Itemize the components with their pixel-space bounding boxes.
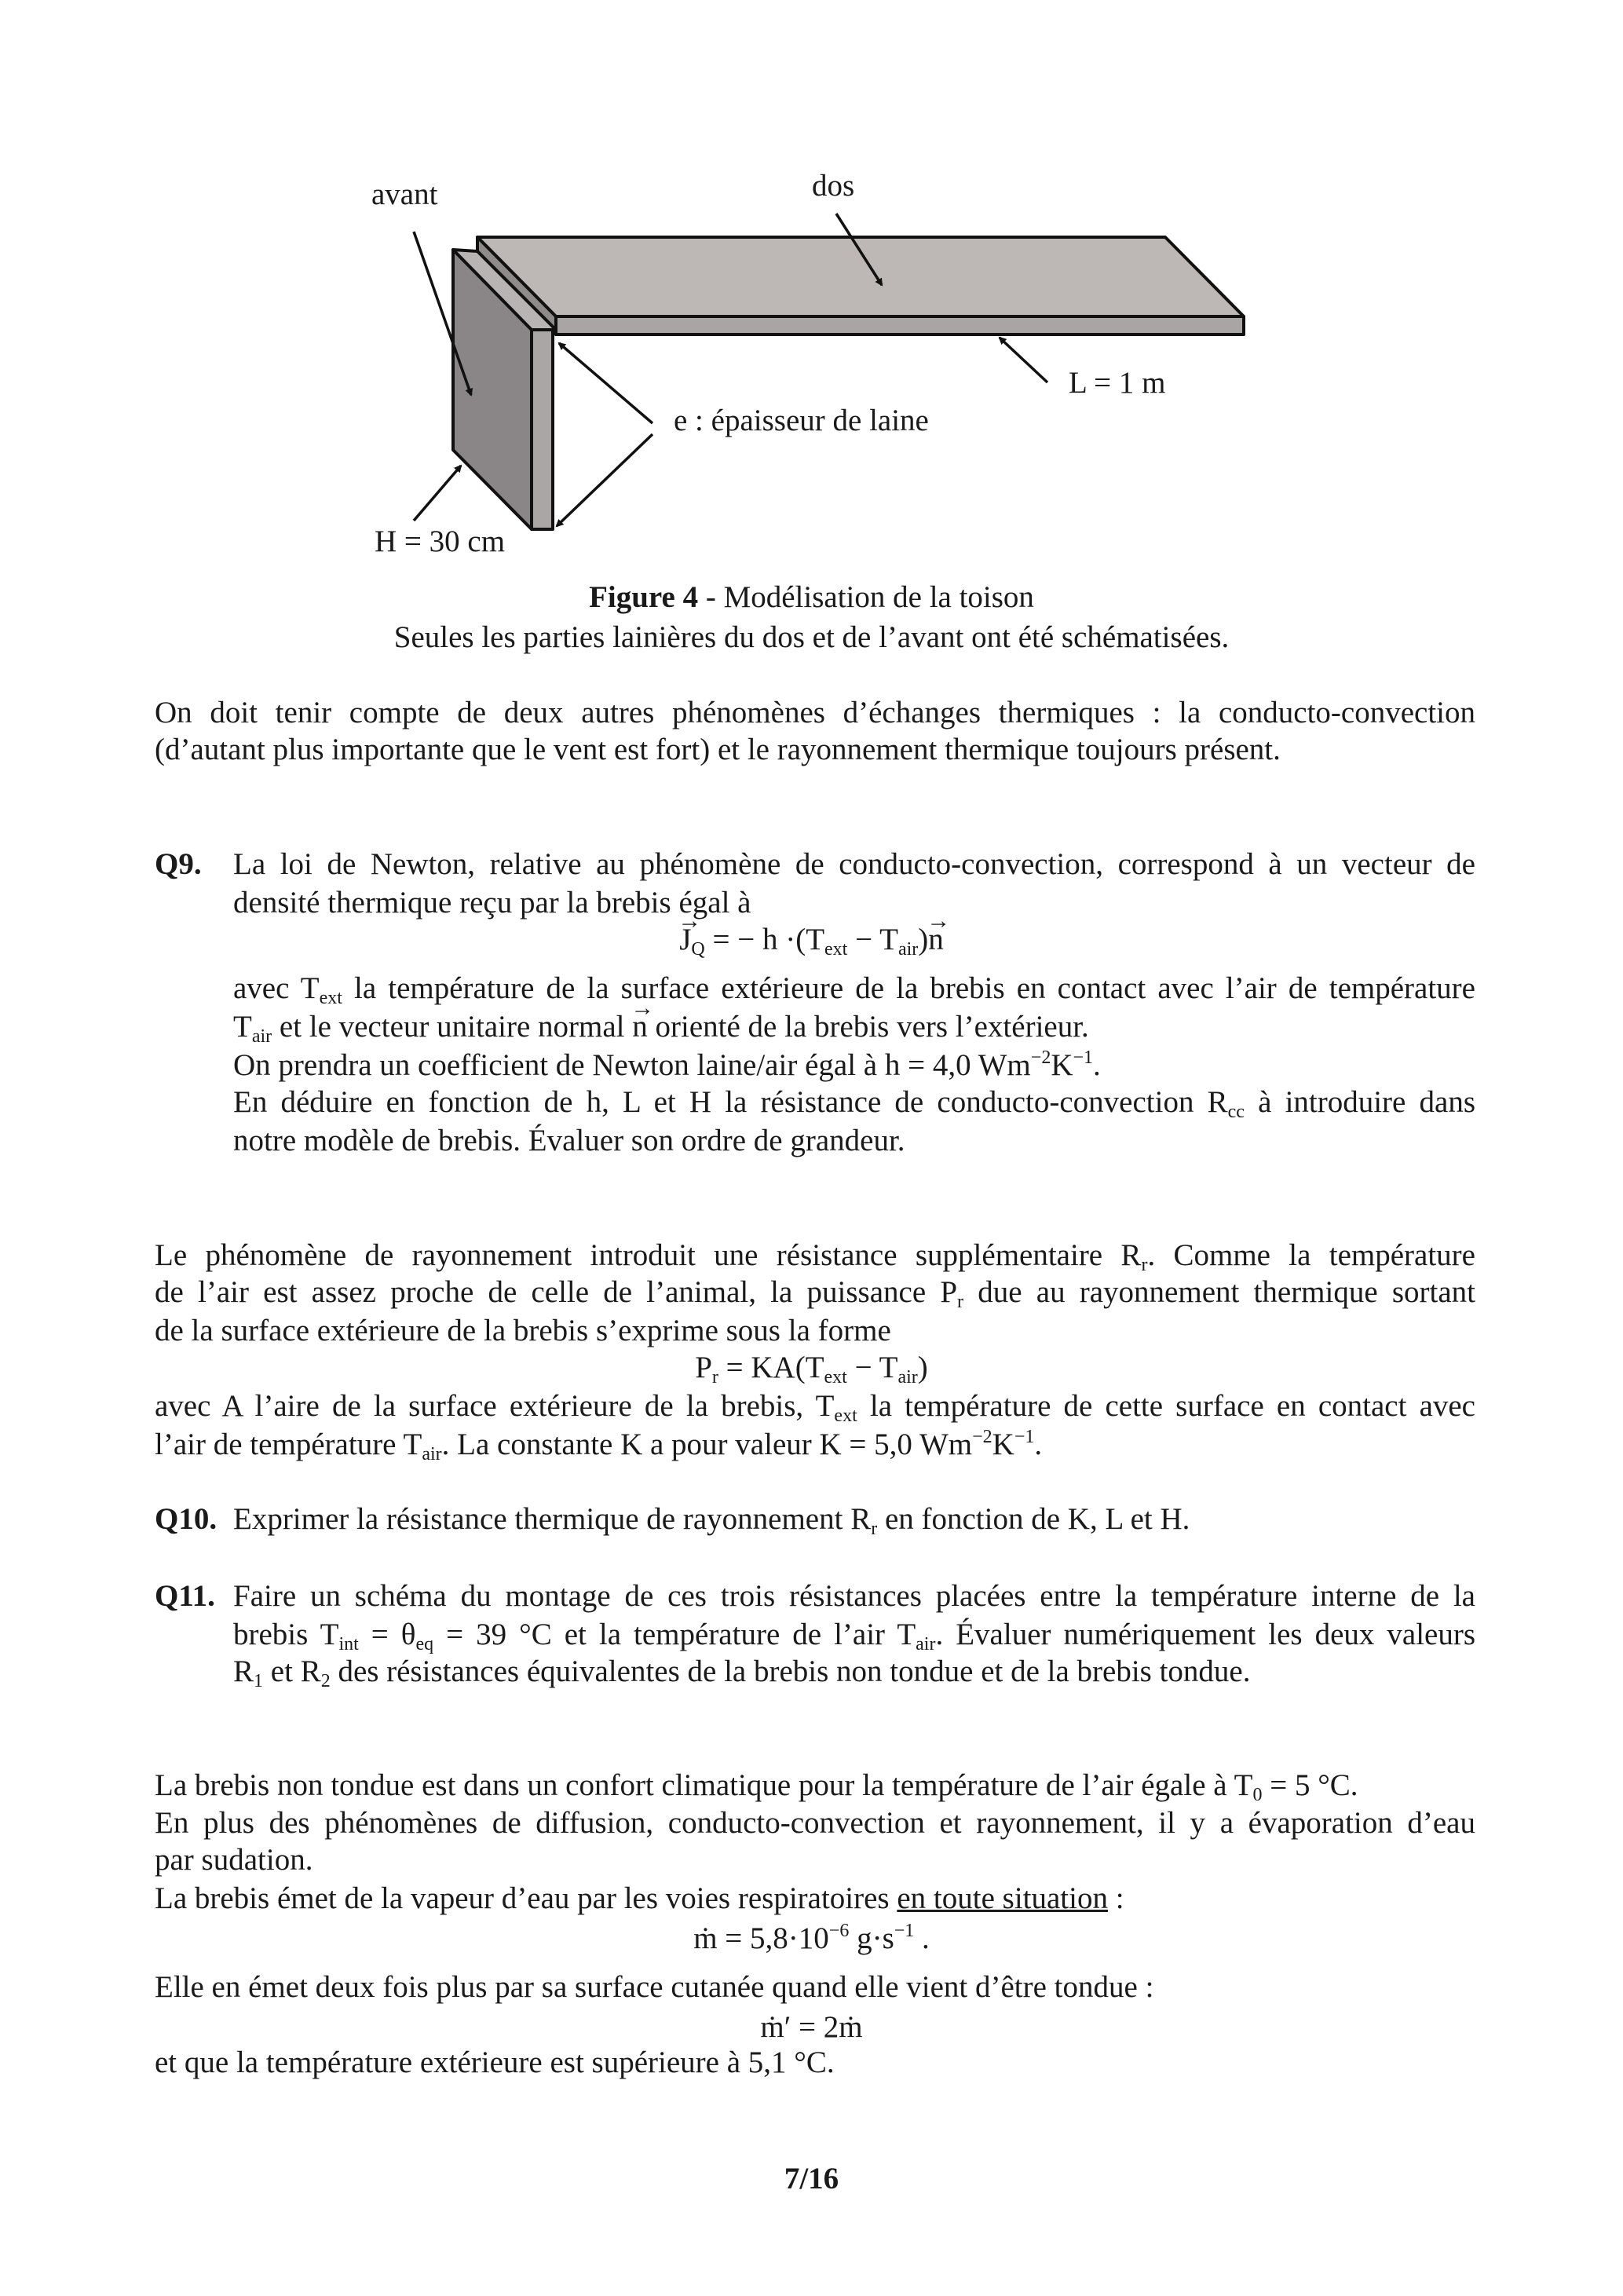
subscript: r — [871, 1519, 878, 1539]
paragraph-line: l’air de température $T_{air}$. La constante K a pour valeur K = 5,0 $Wm^{-2}K^{-1}$. — [155, 1427, 1043, 1464]
respiratory-flow-equation: ṁ = $5,8\cdot 10^{-6}$ $g\cdot s^{-1}$ . — [693, 1921, 930, 1955]
question-label-q11: Q11. — [155, 1579, 215, 1613]
subscript: 2 — [320, 1671, 331, 1691]
subscript: 1 — [254, 1671, 264, 1691]
height-arrow — [414, 466, 461, 521]
length-arrow — [1000, 338, 1047, 382]
label-thickness: e : épaisseur de laine — [674, 404, 929, 437]
superscript: −2 — [972, 1427, 992, 1447]
question-line: En déduire en fonction de h, L et H la résistance de conducto-convection $R_{cc}$ à introduire dans — [233, 1085, 1476, 1122]
subscript: ext — [824, 939, 848, 960]
question-label-q9: Q9. — [155, 847, 202, 881]
question-line: avec $T_{ext}$ la température de la surface extérieure de la brebis en contact avec l’air de température — [233, 971, 1475, 1008]
radiation-power-equation: $P_r = KA(T_{ext} - T_{air})$ — [695, 1351, 928, 1387]
label-dos: dos — [812, 169, 855, 203]
paragraph-line: (d’autant plus importante que le vent est fort) et le rayonnement thermique toujours présent. — [155, 733, 1281, 766]
paragraph-line: et que la température extérieure est supérieure à 5,1 °C. — [155, 2046, 835, 2079]
label-length: L = 1 m — [1069, 366, 1166, 400]
subscript: int — [338, 1634, 359, 1654]
paragraph-line: La brebis émet de la vapeur d’eau par les voies respiratoires en toute situation : — [155, 1881, 1124, 1915]
subscript: air — [897, 939, 919, 960]
figure-caption-note: Seules les parties lainières du dos et de l’avant ont été schématisées. — [393, 620, 1230, 654]
question-line: $R_1$ et $R_2$ des résistances équivalentes de la brebis non tondue et de la brebis tondue. — [233, 1654, 1251, 1691]
subscript: ext — [824, 1367, 847, 1387]
figure-title: - Modélisation de la toison — [698, 580, 1034, 614]
paragraph-line: de l’air est assez proche de celle de l’animal, la puissance $P_r$ due au rayonnement thermique sortant — [155, 1275, 1476, 1312]
subscript: air — [916, 1634, 936, 1654]
subscript: ext — [834, 1406, 857, 1426]
question-line: On prendra un coefficient de Newton laine/air égal à h = 4,0 $Wm^{-2}K^{-1}$. — [233, 1047, 1101, 1082]
paragraph-line: En plus des phénomènes de diffusion, conducto-convection et rayonnement, il y a évaporation d’eau — [155, 1806, 1475, 1840]
question-line: La loi de Newton, relative au phénomène de conducto-convection, correspond à un vecteur de — [233, 847, 1475, 881]
vector-symbol: → n — [928, 920, 944, 960]
subscript: ext — [319, 988, 342, 1008]
question-line: Exprimer la résistance thermique de rayonnement $R_r$ en fonction de K, L et H. — [233, 1502, 1190, 1539]
subscript: Q — [691, 939, 705, 960]
paragraph-line: avec A l’aire de la surface extérieure de la brebis, $T_{ext}$ la température de cette surface en contact avec — [155, 1389, 1475, 1426]
superscript: −1 — [1014, 1427, 1035, 1447]
superscript: −1 — [1073, 1047, 1094, 1068]
subscript: r — [711, 1367, 718, 1387]
question-line: $T_{air}$ et le vecteur unitaire normal → n orienté de la brebis vers l’extérieur. — [233, 1007, 1475, 1047]
superscript: −1 — [894, 1921, 915, 1941]
subscript: eq — [415, 1634, 434, 1654]
newton-law-equation: → $J_Q$ = − $h \cdot(T_{ext} - T_{air})\to n$ — [0, 920, 1623, 960]
superscript: −6 — [828, 1921, 850, 1941]
cutaneous-flow-equation: ṁ′ = 2ṁ — [760, 2010, 863, 2044]
paragraph-line: La brebis non tondue est dans un confort climatique pour la température de l’air égale à $T_0 = 5$ °C. — [155, 1768, 1358, 1805]
superscript: −2 — [1030, 1047, 1051, 1068]
fleece-model-figure — [0, 0, 1623, 628]
figure-caption — [0, 578, 1623, 617]
subscript: r — [957, 1292, 964, 1312]
paragraph-line: On doit tenir compte de deux autres phénomènes d’échanges thermiques : la conducto-convection — [155, 696, 1475, 729]
paragraph-line: Le phénomène de rayonnement introduit une résistance supplémentaire $R_r$. Comme la température — [155, 1238, 1475, 1275]
paragraph-line: Elle en émet deux fois plus par sa surface cutanée quand elle vient d’être tondue : — [155, 1970, 1154, 2004]
question-label-q10: Q10. — [155, 1502, 217, 1536]
paragraph-line: par sudation. — [155, 1843, 313, 1877]
subscript: 0 — [1252, 1785, 1263, 1805]
thickness-arrow-top — [559, 343, 652, 423]
vector-symbol: → n — [632, 1007, 648, 1047]
page-number: 7/16 — [784, 2162, 839, 2195]
label-height: H = 30 cm — [375, 525, 506, 558]
underlined-text: en toute situation — [897, 1881, 1108, 1915]
label-avant: avant — [371, 177, 438, 211]
subscript: air — [422, 1444, 442, 1464]
subscript: cc — [1227, 1102, 1245, 1122]
vector-symbol: → J — [679, 920, 691, 960]
question-line: brebis $T_{int} = \theta_{eq} = 39$ °C et la température de l’air $T_{air}$. Évaluer numériquement les deux valeurs — [233, 1618, 1476, 1654]
subscript: air — [897, 1367, 918, 1387]
paragraph-line: de la surface extérieure de la brebis s’exprime sous la forme — [155, 1314, 891, 1347]
subscript: air — [251, 1026, 272, 1047]
subscript: r — [1141, 1255, 1148, 1275]
figure-number: Figure 4 — [589, 580, 699, 614]
question-line: Faire un schéma du montage de ces trois résistances placées entre la température interne de la — [233, 1579, 1475, 1613]
question-line: densité thermique reçu par la brebis égal à — [233, 886, 751, 919]
thickness-arrow-bottom — [557, 434, 652, 526]
question-line: notre modèle de brebis. Évaluer son ordre de grandeur. — [233, 1124, 905, 1157]
